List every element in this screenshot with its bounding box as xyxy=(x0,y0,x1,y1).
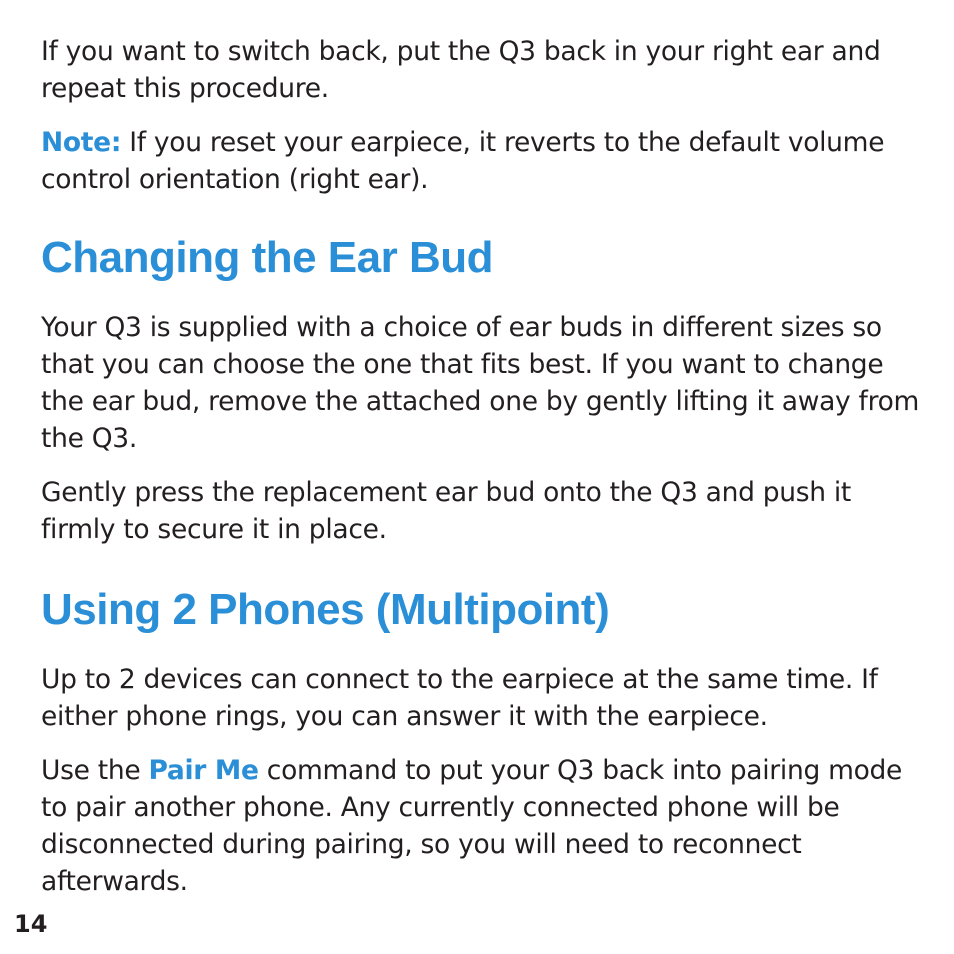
page-number: 14 xyxy=(14,910,48,938)
heading-changing-ear-bud: Changing the Ear Bud xyxy=(41,233,493,282)
switch-back-paragraph: If you want to switch back, put the Q3 back in your right ear and repeat this procedure. xyxy=(41,36,881,104)
note-paragraph xyxy=(41,124,921,198)
heading-multipoint: Using 2 Phones (Multipoint) xyxy=(41,585,610,634)
note-text: If you reset your earpiece, it reverts to the default volume control orientation (right ear). xyxy=(41,127,885,195)
multipoint-intro-paragraph: Up to 2 devices can connect to the earpiece at the same time. If either phone rings, you can answer it with the earpiece. xyxy=(41,664,878,732)
pair-prefix: Use the xyxy=(41,755,149,786)
pair-suffix: command to put your Q3 back into pairing mode to pair another phone. Any currently connected phone will be disconnected during pairing, so you will need to reconnect afterwards. xyxy=(41,755,903,897)
ear-bud-intro-paragraph: Your Q3 is supplied with a choice of ear buds in different sizes so that you can choose the one that fits best. If you want to change the ear bud, remove the attached one by gently lifting it away from the Q3. xyxy=(41,312,920,454)
pair-me-paragraph xyxy=(41,752,921,900)
note-label: Note: xyxy=(41,127,122,158)
pair-me-command: Pair Me xyxy=(148,755,259,786)
page-content xyxy=(41,33,921,900)
ear-bud-press-paragraph: Gently press the replacement ear bud onto the Q3 and push it firmly to secure it in place. xyxy=(41,477,852,545)
